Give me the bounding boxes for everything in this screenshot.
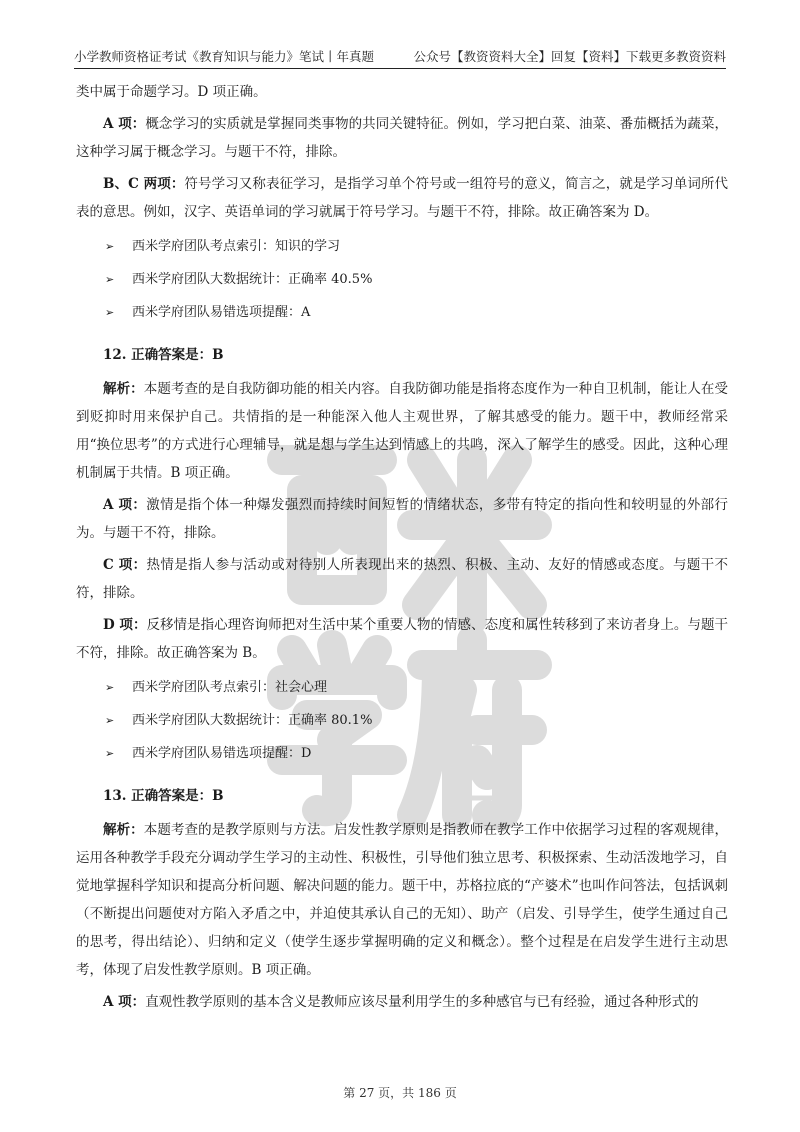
arrow-bullet-icon: ➢: [105, 306, 115, 319]
page-header: [74, 46, 726, 69]
list-item: ➢ 西米学府团队易错选项提醒：A: [76, 296, 728, 329]
team-notes-list: [76, 230, 728, 329]
team-notes-list: [76, 671, 728, 770]
arrow-bullet-icon: ➢: [105, 747, 115, 760]
list-item: ➢ 西米学府团队大数据统计：正确率 40.5%: [76, 263, 728, 296]
q13-option-a: A 项：直观性教学原则的基本含义是教师应该尽量利用学生的多种感官与已有经验，通过各种形式的: [103, 994, 699, 1010]
arrow-bullet-icon: ➢: [105, 714, 115, 727]
page-number: 第 27 页，共 186 页: [343, 1086, 457, 1100]
q12-option-a: A 项：激情是指个体一种爆发强烈而持续时间短暂的情绪状态，多带有特定的指向性和较明显的外部行为。与题干不符，排除。: [76, 497, 728, 541]
q12-option-c: C 项：热情是指人参与活动或对待别人所表现出来的热烈、积极、主动、友好的情感或态度。与题干不符，排除。: [76, 557, 729, 601]
arrow-bullet-icon: ➢: [105, 273, 115, 286]
arrow-bullet-icon: ➢: [105, 240, 115, 253]
list-item: ➢ 西米学府团队考点索引：社会心理: [76, 671, 728, 704]
q12-analysis: 解析：本题考查的是自我防御功能的相关内容。自我防御功能是指将态度作为一种自卫机制，能让人在受到贬抑时用来保护自己。共情指的是一种能深入他人主观世界，了解其感受的能力。题干中，教师经常采用“换位思考”的方式进行心理辅导，就是想与学生达到情感上的共鸣，深入了解学生的感受。因此，这种心理机制属于共情。B 项正确。: [76, 381, 729, 481]
question-12-heading: 12. 正确答案是：B: [103, 347, 224, 363]
list-item: ➢ 西米学府团队大数据统计：正确率 80.1%: [76, 704, 728, 737]
q13-analysis: 解析：本题考查的是教学原则与方法。启发性教学原则是指教师在教学工作中依据学习过程的客观规律，运用各种教学手段充分调动学生学习的主动性、积极性，引导他们独立思考、积极探索、生动活泼地学习，自觉地掌握科学知识和提高分析问题、解决问题的能力。题干中，苏格拉底的“产婆术”也叫作问答法，包括讽刺（不断提出问题使对方陷入矛盾之中，并迫使其承认自己的无知）、助产（启发、引导学生，使学生通过自己的思考，得出结论）、归纳和定义（使学生逐步掌握明确的定义和概念）。整个过程是在启发学生进行主动思考，体现了启发性教学原则。B 项正确。: [76, 822, 729, 978]
continuation-text: 类中属于命题学习。D 项正确。: [76, 84, 267, 100]
header-title: 小学教师资格证考试《教育知识与能力》笔试丨年真题: [74, 49, 375, 64]
option-bc-analysis: B、C 两项：符号学习又称表征学习，是指学习单个符号或一组符号的意义，简言之，就是学习单词所代表的意思。例如，汉字、英语单词的学习就属于符号学习。与题干不符，排除。故正确答案为 D。: [76, 176, 729, 220]
list-item: ➢ 西米学府团队易错选项提醒：D: [76, 737, 728, 770]
header-promo: 公众号【教资资料大全】回复【资料】下载更多教资资料: [413, 49, 726, 64]
option-a-analysis: A 项：概念学习的实质就是掌握同类事物的共同关键特征。例如，学习把白菜、油菜、番茄概括为蔬菜，这种学习属于概念学习。与题干不符，排除。: [76, 116, 729, 160]
arrow-bullet-icon: ➢: [105, 681, 115, 694]
q12-option-d: D 项：反移情是指心理咨询师把对生活中某个重要人物的情感、态度和属性转移到了来访者身上。与题干不符，排除。故正确答案为 B。: [76, 617, 728, 661]
question-13-heading: 13. 正确答案是：B: [103, 788, 224, 804]
page-content: [76, 78, 728, 1020]
list-item: ➢ 西米学府团队考点索引：知识的学习: [76, 230, 728, 263]
